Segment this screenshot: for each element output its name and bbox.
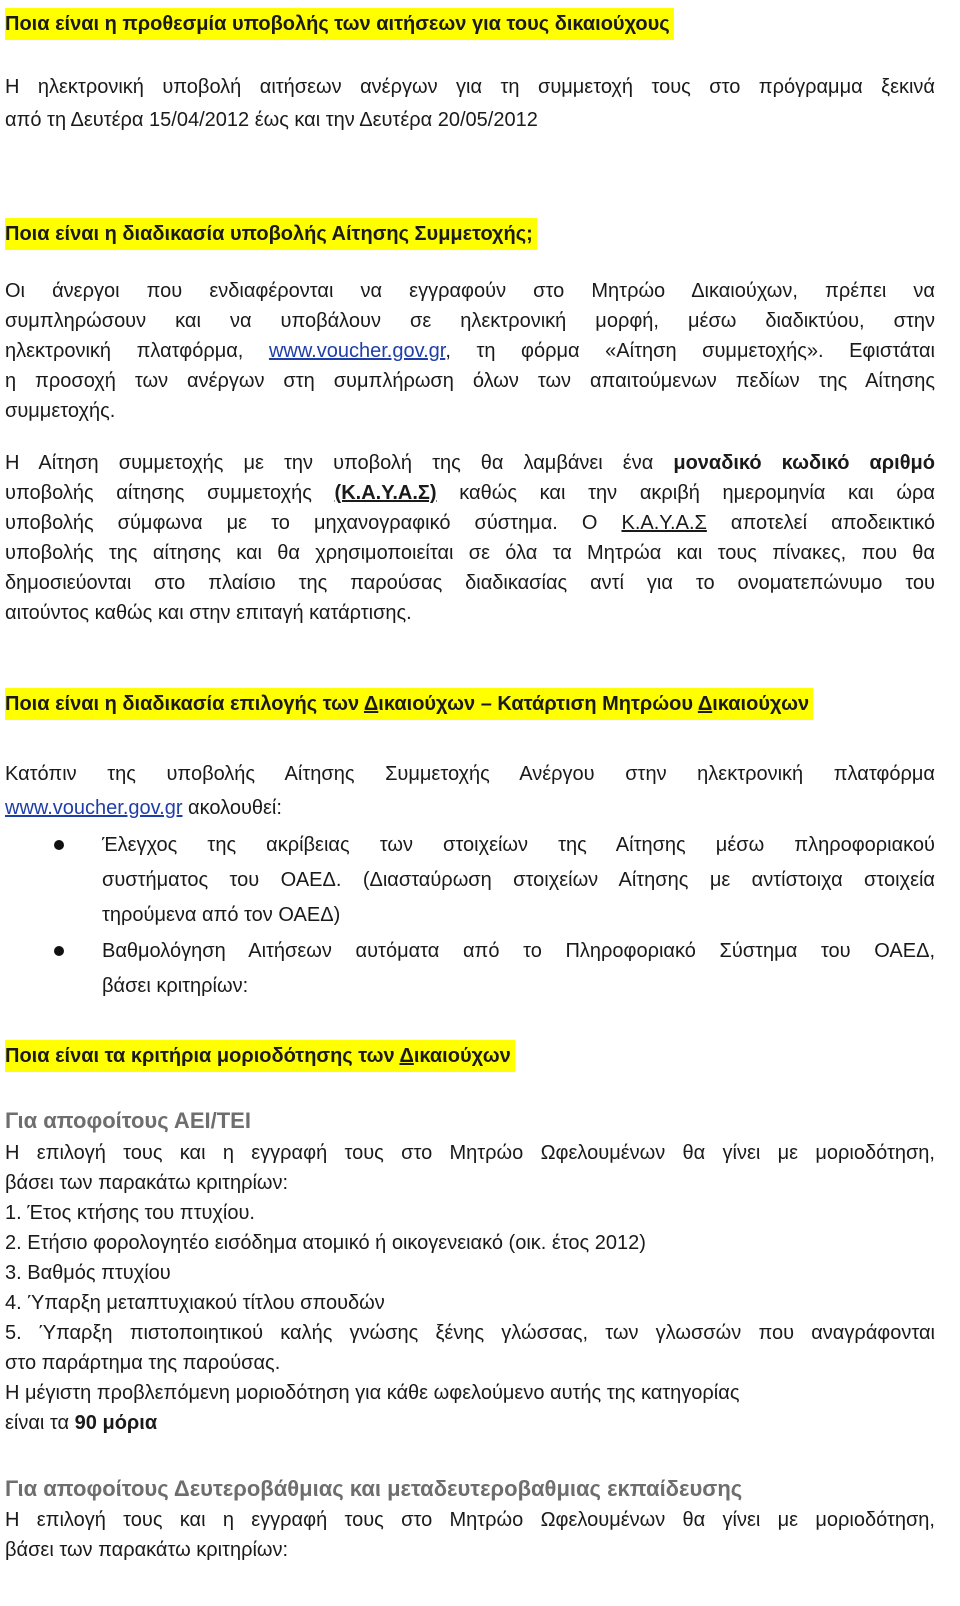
paragraph-line: από τη Δευτέρα 15/04/2012 έως και την Δευτέρα 20/05/2012	[5, 109, 538, 131]
text-span: Ποια είναι τα κριτήρια μοριοδότησης των	[5, 1045, 400, 1067]
text-span: είναι τα	[5, 1412, 75, 1434]
paragraph-line: αιτούντος καθώς και στην επιταγή κατάρτισης.	[5, 602, 412, 624]
paragraph-line: βάσει των παρακάτω κριτηρίων:	[5, 1539, 289, 1561]
kays-code: (Κ.Α.Υ.Α.Σ)	[334, 482, 437, 504]
text-span: ικαιούχων	[413, 1045, 511, 1067]
text-span: Δ	[697, 693, 713, 715]
criterion-item: 3. Βαθμός πτυχίου	[5, 1262, 171, 1284]
paragraph-line: Η επιλογή τους και η εγγραφή τους στο Μητρώο Ωφελουμένων θα γίνει με μοριοδότηση,	[5, 1142, 935, 1164]
criterion-item: 5. Ύπαρξη πιστοποιητικού καλής γνώσης ξένης γλώσσας, των γλωσσών που αναγράφονται	[5, 1322, 935, 1344]
bullet-line: Βαθμολόγηση Αιτήσεων αυτόματα από το Πληροφοριακό Σύστημα του ΟΑΕΔ,	[102, 940, 935, 962]
voucher-link[interactable]: www.voucher.gov.gr	[5, 797, 183, 819]
paragraph-line	[5, 508, 935, 538]
text-span: ακολουθεί:	[182, 797, 282, 819]
criterion-item: 2. Ετήσιο φορολογητέο εισόδημα ατομικό ή οικογενειακό (οικ. έτος 2012)	[5, 1232, 646, 1254]
paragraph-line: Η ηλεκτρονική υποβολή αιτήσεων ανέργων για τη συμμετοχή τους στο πρόγραμμα ξεκινά	[5, 76, 935, 98]
paragraph-line	[5, 336, 935, 366]
bullet-line: τηρούμενα από τον ΟΑΕΔ)	[102, 904, 341, 926]
paragraph-line: δημοσιεύονται στο πλαίσιο της παρούσας διαδικασίας αντί για το ονοματεπώνυμο του	[5, 572, 935, 594]
text-span: υποβολής σύμφωνα με το μηχανογραφικό σύστημα. Ο	[5, 512, 622, 534]
text-span: , τη φόρμα «Αίτηση συμμετοχής». Εφιστάται	[445, 340, 935, 362]
criterion-item: 1. Έτος κτήσης του πτυχίου.	[5, 1202, 255, 1224]
paragraph-line: Η επιλογή τους και η εγγραφή τους στο Μητρώο Ωφελουμένων θα γίνει με μοριοδότηση,	[5, 1509, 935, 1531]
heading-procedure: Ποια είναι η διαδικασία υποβολής Αίτησης Συμμετοχής;	[5, 218, 537, 250]
bullet-line: συστήματος του ΟΑΕΔ. (Διασταύρωση στοιχείων Αίτησης με αντίστοιχα στοιχεία	[102, 869, 935, 891]
text-span: ικαιούχων	[712, 693, 810, 715]
paragraph-line: συμπληρώσουν και να υποβάλουν σε ηλεκτρονική μορφή, μέσω διαδικτύου, στην	[5, 310, 935, 332]
bullet-line: Έλεγχος της ακρίβειας των στοιχείων της Αίτησης μέσω πληροφοριακού	[102, 834, 935, 856]
paragraph-line: Η μέγιστη προβλεπόμενη μοριοδότηση για κάθε ωφελούμενο αυτής της κατηγορίας	[5, 1382, 740, 1404]
text-span: αποτελεί αποδεικτικό	[706, 512, 935, 534]
paragraph-line	[5, 478, 935, 508]
text-span: Η Αίτηση συμμετοχής με την υποβολή της θα λαμβάνει ένα	[5, 452, 674, 474]
text-span: καθώς και την ακριβή ημερομηνία και ώρα	[436, 482, 935, 504]
heading-criteria	[5, 1040, 515, 1072]
paragraph-line	[5, 448, 935, 478]
max-points: 90 μόρια	[74, 1412, 158, 1434]
bullet-icon	[54, 840, 64, 850]
criterion-item: 4. Ύπαρξη μεταπτυχιακού τίτλου σπουδών	[5, 1292, 385, 1314]
text-span: ηλεκτρονική πλατφόρμα,	[5, 340, 269, 362]
paragraph-line: Κατόπιν της υποβολής Αίτησης Συμμετοχής Ανέργου στην ηλεκτρονική πλατφόρμα	[5, 763, 935, 785]
paragraph-line: βάσει των παρακάτω κριτηρίων:	[5, 1172, 289, 1194]
heading-selection	[5, 688, 813, 720]
text-span: ικαιούχων – Κατάρτιση Μητρώου	[378, 693, 698, 715]
heading-deadline: Ποια είναι η προθεσμία υποβολής των αιτήσεων για τους δικαιούχους	[5, 8, 674, 40]
text-span: Ποια είναι η διαδικασία επιλογής των	[5, 693, 364, 715]
criterion-item: στο παράρτημα της παρούσας.	[5, 1352, 281, 1374]
paragraph-line	[5, 793, 935, 823]
unique-code-text: μοναδικό κωδικό αριθμό	[673, 452, 935, 474]
paragraph-line: συμμετοχής.	[5, 400, 116, 422]
text-span: Δ	[363, 693, 379, 715]
paragraph-line: η προσοχή των ανέργων στη συμπλήρωση όλων των απαιτούμενων πεδίων της Αίτησης	[5, 370, 935, 392]
paragraph-line	[5, 1408, 935, 1438]
subheading-secondary: Για αποφοίτους Δευτεροβάθμιας και μεταδευτεροβαθμιας εκπαίδευσης	[5, 1476, 743, 1501]
bullet-icon	[54, 946, 64, 956]
paragraph-line: υποβολής της αίτησης και θα χρησιμοποιείται σε όλα τα Μητρώα και τους πίνακες, που θα	[5, 542, 935, 564]
kays-code: Κ.Α.Υ.Α.Σ	[621, 512, 707, 534]
bullet-line: βάσει κριτηρίων:	[102, 975, 249, 997]
subheading-university: Για αποφοίτους ΑΕΙ/ΤΕΙ	[5, 1108, 251, 1133]
paragraph-line: Οι άνεργοι που ενδιαφέρονται να εγγραφούν στο Μητρώο Δικαιούχων, πρέπει να	[5, 280, 935, 302]
text-span: υποβολής αίτησης συμμετοχής	[5, 482, 335, 504]
text-span: Δ	[399, 1045, 414, 1067]
voucher-link[interactable]: www.voucher.gov.gr	[268, 340, 446, 362]
